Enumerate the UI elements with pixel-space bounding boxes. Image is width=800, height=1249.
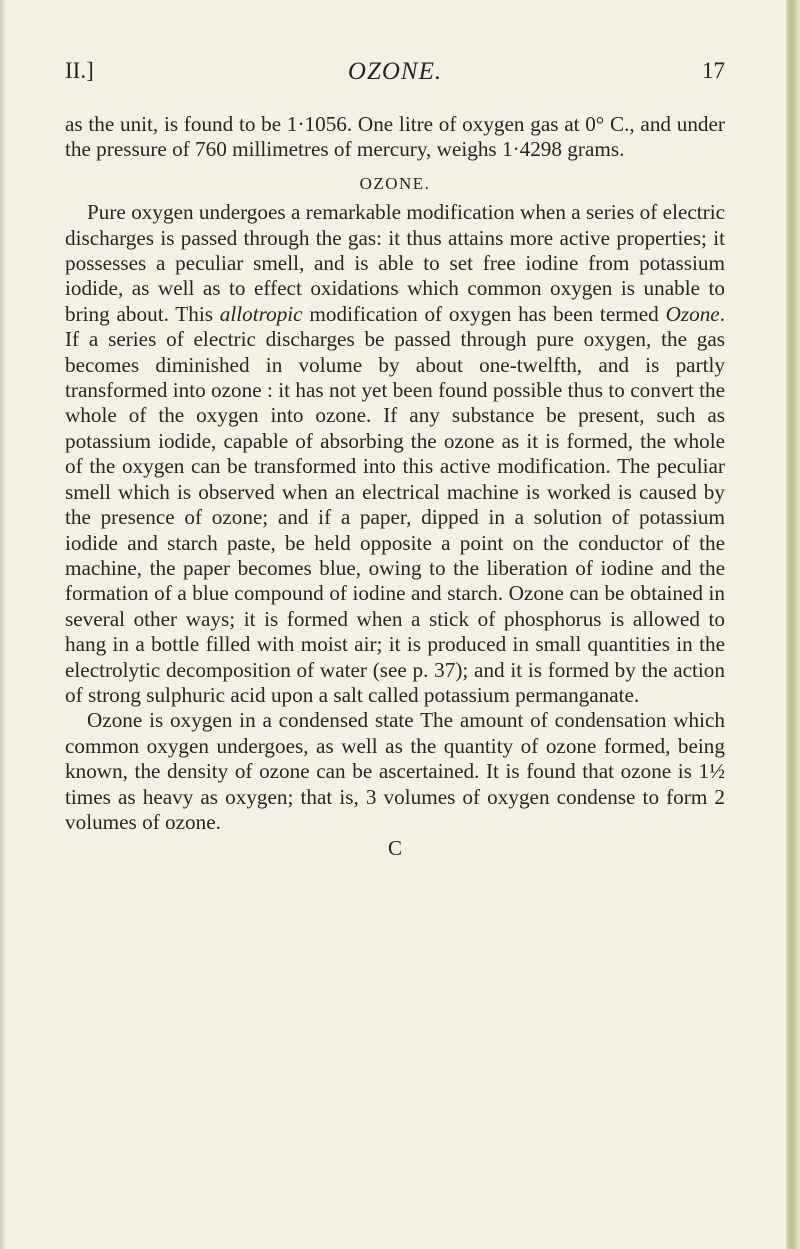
section-heading: OZONE. (359, 173, 431, 193)
intro-paragraph: as the unit, is found to be 1·1056. One litre of oxygen gas at 0° C., and under the pressure of 760 millimetres of mercury, weighs 1·4298 grams. (65, 112, 725, 162)
gutter-shadow (0, 0, 6, 1249)
page-body (65, 112, 725, 862)
running-title: OZONE. (347, 58, 443, 85)
emphasis-allotropic: allotropic (219, 301, 303, 326)
paragraph-ozone-density: Ozone is oxygen in a condensed state The amount of condensation which common oxygen undergoes, as well as the quantity of ozone formed, being known, the density of ozone can be ascertained. It is found that ozone is 1½ times as heavy as oxygen; that is, 3 volumes of oxygen condense to form 2 volumes of ozone. (65, 708, 725, 834)
emphasis-ozone: Ozone (665, 301, 720, 326)
signature-mark: C (387, 836, 402, 861)
page-edge (786, 0, 800, 1249)
section-number: II.] (65, 58, 94, 83)
text-run: . If a series of electric discharges be passed through pure oxygen, the gas becomes diminished in volume by about one-twelfth, and is partly transformed into ozone : it has not yet been found possible thus to convert the whole of the oxygen into ozone. If any substance be present, such as potassium iodide, capable of absorbing the ozone as it is formed, the whole of the oxygen can be transformed into this active modification. The peculiar smell which is observed when an electrical machine is worked is caused by the presence of ozone; and if a paper, dipped in a solution of potassium iodide and starch paste, be held opposite a point on the conductor of the machine, the paper becomes blue, owing to the liberation of iodine and the formation of a blue compound of iodine and starch. Ozone can be obtained in several other ways; it is formed when a stick of phosphorus is allowed to hang in a bottle filled with moist air; it is produced in small quantities in the electrolytic decomposition of water (see p. 37); and it is formed by the action of strong sulphuric acid upon a salt called potassium permanganate. (65, 301, 725, 707)
page-number: 17 (702, 58, 725, 83)
text-run: Pure oxygen undergoes a remarkable modification when a series of electric discharges is passed through the gas: it thus attains more active properties; it possesses a peculiar smell, and is able to set free iodine from potassium iodide, as well as to effect oxidations which common oxygen is unable to bring about. This (65, 200, 725, 326)
paragraph-ozone-description (65, 200, 725, 708)
running-head (65, 58, 725, 92)
text-run: modification of oxygen has been termed (302, 301, 666, 326)
